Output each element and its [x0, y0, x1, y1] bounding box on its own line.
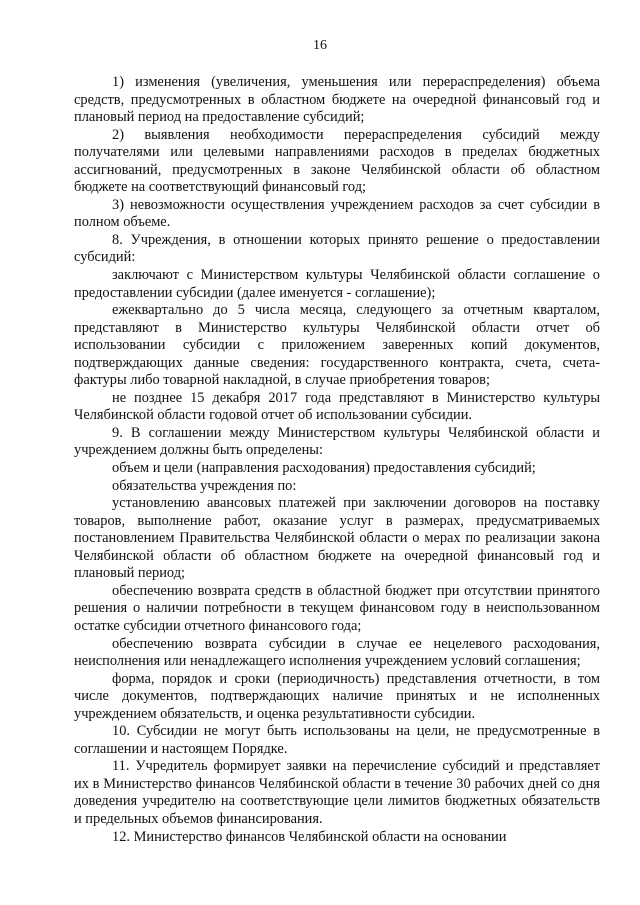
paragraph-return-funds: обеспечению возврата средств в областной бюджет при отсутствии принятого решения о наличии потребности в текущем финансовом году в неиспользованном остатке субсидии отчетного финансового года;	[74, 582, 600, 634]
paragraph-reporting-form: форма, порядок и сроки (периодичность) представления отчетности, в том числе документов, подтверждающих наличие принятых и не исполненных учреждением обязательств, и оценка результативности субсидии.	[74, 670, 600, 722]
paragraph-2-redistribution: 2) выявления необходимости перераспределения субсидий между получателями или целевыми направлениями расходов в пределах бюджетных ассигнований, предусмотренных в законе Челябинской области об областном бюджете на соответствующий финансовый год;	[74, 126, 600, 196]
paragraph-item-10: 10. Субсидии не могут быть использованы на цели, не предусмотренные в соглашении и настоящем Порядке.	[74, 723, 600, 757]
paragraph-quarterly-report: ежеквартально до 5 числа месяца, следующего за отчетным кварталом, представляют в Министерство культуры Челябинской области отчет об использовании субсидии с приложением заверенных копий документов, подтверждающих данные сведения: государственного контракта, счета, счета-фактуры либо товарной накладной, в случае приобретения товаров;	[74, 302, 600, 389]
paragraph-volume-goals: объем и цели (направления расходования) предоставления субсидий;	[112, 460, 536, 477]
paragraph-item-12: 12. Министерство финансов Челябинской области на основании	[112, 828, 507, 845]
paragraph-item-9: 9. В соглашении между Министерством культуры Челябинской области и учреждением должны быть определены:	[74, 424, 600, 459]
paragraph-return-subsidy: обеспечению возврата субсидии в случае ее нецелевого расходования, неисполнения или ненадлежащего исполнения учреждением условий соглашения;	[74, 635, 600, 670]
paragraph-advance-payments: установлению авансовых платежей при заключении договоров на поставку товаров, выполнение работ, оказание услуг в размерах, предусматриваемых постановлением Правительства Челябинской области о мерах по реализации закона Челябинской области об областном бюджете на очередной финансовый год и плановый период;	[74, 495, 600, 582]
paragraph-item-11: 11. Учредитель формирует заявки на перечисление субсидий и представляет их в Министерство финансов Челябинской области в течение 30 рабочих дней со дня доведения учредителю на соответствующие цели лимитов бюджетных обязательств и предельных объемов финансирования.	[74, 758, 600, 827]
paragraph-1-changes: 1) изменения (увеличения, уменьшения или перераспределения) объема средств, предусмотренных в областном бюджете на очередной финансовый год и плановый период на предоставление субсидий;	[74, 74, 600, 126]
paragraph-agreement: заключают с Министерством культуры Челябинской области соглашение о предоставлении субсидии (далее именуется - соглашение);	[74, 267, 600, 301]
paragraph-3-impossibility: 3) невозможности осуществления учреждением расходов за счет субсидии в полном объеме.	[74, 196, 600, 231]
page-number: 16	[313, 38, 327, 53]
paragraph-item-8: 8. Учреждения, в отношении которых принято решение о предоставлении субсидий:	[74, 231, 600, 266]
paragraph-annual-report: не позднее 15 декабря 2017 года представляют в Министерство культуры Челябинской области годовой отчет об использовании субсидии.	[74, 389, 600, 424]
paragraph-obligations: обязательства учреждения по:	[112, 477, 297, 494]
document-body	[74, 74, 600, 846]
